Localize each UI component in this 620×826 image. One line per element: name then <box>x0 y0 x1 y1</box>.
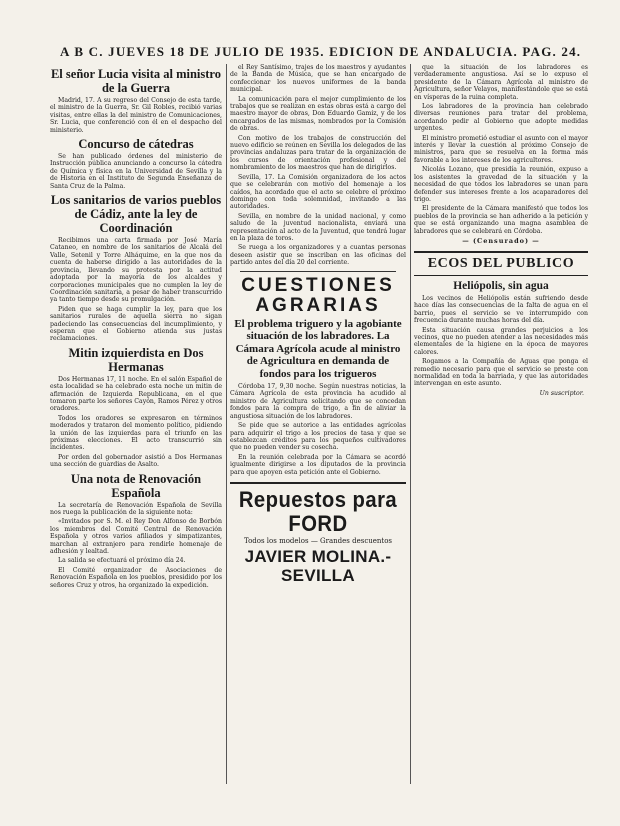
ad-tagline: Todos los modelos — Grandes descuentos <box>243 536 393 545</box>
section-title-ecos-del-publico: ECOS DEL PUBLICO <box>427 255 575 271</box>
article-title-catedras: Concurso de cátedras <box>78 137 194 152</box>
article-paragraph: que la situación de los labradores es verdaderamente angustiosa. Así se lo expuso el presidente de la Cámara Agrícola al ministro de Agricultura, señor Velayos, manifestándole que se está en vísperas de la ruina completa. <box>414 64 588 101</box>
article-title-lucia: El señor Lucia visita al ministro de la Guerra <box>50 67 222 95</box>
article-paragraph: Los vecinos de Heliópolis están sufriendo desde hace días las consecuencias de la falta de agua en el barrio, pues el servicio se ve interrumpido con frecuencia durante muchas horas del día. <box>414 294 588 325</box>
column-1 <box>50 64 222 591</box>
article-body-lucia: Madrid, 17. A su regreso del Consejo de esta tarde, el ministro de la Guerra, Sr. Gil Robles, recibió varias visitas, entre ellas la del ministro de Comunicaciones, Sr. Lucia, que conferenció con él en el despacho del ministerio. <box>50 97 222 134</box>
section-divider <box>240 271 396 272</box>
article-paragraph: El ministro prometió estudiar el asunto con el mayor interés y llevar la cuestión al próximo Consejo de ministros, para que se resuelva en la forma más favorable a los intereses de los agricultores. <box>414 134 588 164</box>
section-title-cuestiones-agrarias: CUESTIONES AGRARIAS <box>241 274 395 316</box>
article-paragraph: Sevilla, en nombre de la unidad nacional, y como saludo de la juventud nacionalista, enviará una representación al acto de la Juventud, que tendrá lugar en la plaza de toros. <box>230 212 406 242</box>
article-paragraph: Esta situación causa grandes perjuicios a los vecinos, que no pueden atender a las necesidades más elementales de la higiene en la época de mayores calores. <box>414 326 588 356</box>
column-rule-right <box>410 64 411 784</box>
article-paragraph: Nicolás Lozano, que presidía la reunión, expuso a los asistentes la gravedad de la situación y la necesidad de que todos los labradores se unan para defender sus intereses frente a los acaparadores del trigo. <box>414 166 588 203</box>
article-paragraph: el Rey Santísimo, trajes de los maestros y ayudantes de la Banda de Música, que se han encargado de confeccionar los nuevos uniformes de la banda municipal. <box>230 64 406 94</box>
column-2 <box>230 64 406 585</box>
letter-signature: Un suscriptor. <box>539 389 584 397</box>
article-title-mitin: Mitin izquierdista en Dos Hermanas <box>68 345 204 374</box>
ad-headline: Repuestos para FORD <box>238 486 398 536</box>
article-paragraph: La comunicación para el mejor cumplimiento de los trabajos que se realizan en estas obras está a cargo del maestro mayor de obras, Don Eduardo Gamiz, y de los encargados de las mismas, nombrados por la Comisión de obras. <box>230 95 406 133</box>
article-paragraph: Piden que se haga cumplir la ley, para que los sanitarios rurales de aquella sierra no sigan padeciendo las consecuencias del incumplimiento, y esperan que el Gobierno atienda sus justas reclamaciones. <box>50 305 222 343</box>
article-paragraph: El presidente de la Cámara manifestó que todos los pueblos de la provincia se han adherido a la petición y que se está organizando una magna asamblea de labradores que se celebrará en Córdoba. <box>414 205 588 235</box>
page-header: A B C. JUEVES 18 DE JULIO DE 1935. EDICION DE ANDALUCIA. PAG. 24. <box>60 44 582 59</box>
article-paragraph: Los labradores de la provincia han celebrado diversas reuniones para tratar del problema, acordando pedir al Gobierno que adopte medidas urgentes. <box>414 103 588 133</box>
advertisement-ford <box>230 482 406 585</box>
article-body-catedras: Se han publicado órdenes del ministerio de Instrucción pública anunciando a concurso la cátedra de Química y física en la Universidad de Sevilla y la de Historia en el Instituto de Segunda Enseñanza de Santa Cruz de la Palma. <box>50 153 222 190</box>
article-paragraph: Recibimos una carta firmada por José María Cataneo, en nombre de los sanitarios de Alcalá del Valle, Setenil y Torre Alháquime, en la que nos da cuenta de haberse dirigido a las autoridades de la provincia, llevando su protesta por la actitud adoptada por la mayoría de los alcaldes y corporaciones municipales que no cumplen la ley de Coordinación sanitaria, a pesar de haber transcurrido ya tanto tiempo desde su promulgación. <box>50 237 222 304</box>
article-title-heliopolis: Heliópolis, sin agua <box>453 279 549 292</box>
article-paragraph: El Comité organizador de Asociaciones de Renovación Española en los pueblos, presidido por los señores Cruz y otros, ha organizado la expedición. <box>50 566 222 589</box>
censored-marker: — (Censurado) — <box>462 236 540 245</box>
article-paragraph: Por orden del gobernador asistió a Dos Hermanas una sección de guardias de Asalto. <box>50 453 222 469</box>
article-title-renovacion: Una nota de Renovación Española <box>70 471 202 500</box>
article-paragraph: Rogamos a la Compañía de Aguas que ponga el remedio necesario para que el servicio se preste con normalidad en toda la barriada, y que las autoridades intervengan en este asunto. <box>414 358 588 388</box>
article-paragraph: Se pide que se autorice a las entidades agrícolas para adquirir el trigo a los precios de tasa y que se establezcan créditos para los pequeños cultivadores que no pueden vender su cosecha. <box>230 422 406 452</box>
article-paragraph: Con motivo de los trabajos de construcción del nuevo edificio se reúnen en Sevilla los delegados de las provincias andaluzas para tratar de la organización de los cursos de orientación profesional y del nombramiento de los maestros que han de dirigirlos. <box>230 134 406 172</box>
section-header-box <box>414 251 588 276</box>
article-headline-problema-triguero: El problema triguero y la agobiante situación de los labradores. La Cámara Agrícola acude al ministro de Agricultura en demanda de fondos para los trigueros <box>234 317 402 380</box>
article-title-sanitarios: Los sanitarios de varios pueblos de Cádiz, ante la ley de Coordinación <box>50 193 222 236</box>
column-rule-left <box>226 64 227 784</box>
article-paragraph: En la reunión celebrada por la Cámara se acordó igualmente dirigirse a los diputados de la provincia para que apoyen esta petición ante el Gobierno. <box>230 453 406 476</box>
article-paragraph: La secretaría de Renovación Española de Sevilla nos ruega la publicación de la siguiente nota: <box>50 501 222 517</box>
column-3 <box>414 64 588 398</box>
ad-advertiser: JAVIER MOLINA.-SEVILLA <box>244 546 392 585</box>
article-paragraph: Dos Hermanas 17, 11 noche. En el salón Español de esta localidad se ha celebrado esta noche un mitin de afirmación de Izquierda Republicana, en el que tomaron parte los señores Cayón, Ramos Pérez y otros oradores. <box>50 375 222 413</box>
article-paragraph: Sevilla, 17. La Comisión organizadora de los actos que se celebrarán con motivo del homenaje a los caídos, ha acordado que el acto se celebre el próximo domingo con toda solemnidad, invitando a las autoridades. <box>230 173 406 211</box>
article-paragraph: La salida se efectuará el próximo día 24. <box>58 557 186 565</box>
article-paragraph: Todos los oradores se expresaron en términos moderados y trataron del momento político, pidiendo la unión de las izquierdas para el triunfo en las próximas elecciones. El acto transcurrió sin incidentes. <box>50 414 222 452</box>
article-paragraph: «Invitados por S. M. el Rey Don Alfonso de Borbón los miembros del Comité Central de Renovación Española y otros varios afiliados y simpatizantes, marchan al extranjero para rendirle homenaje de adhesión y lealtad. <box>50 518 222 556</box>
article-paragraph: Córdoba 17, 9,30 noche. Según nuestras noticias, la Cámara Agrícola de esta provincia ha acudido al ministro de Agricultura solicitando que se concedan fondos para la compra de trigo, a fin de aliviar la angustiosa situación de los labradores. <box>230 383 406 420</box>
article-paragraph: Se ruega a los organizadores y a cuantas personas deseen asistir que se inscriban en las oficinas del partido antes del día 20 del corriente. <box>230 244 406 267</box>
